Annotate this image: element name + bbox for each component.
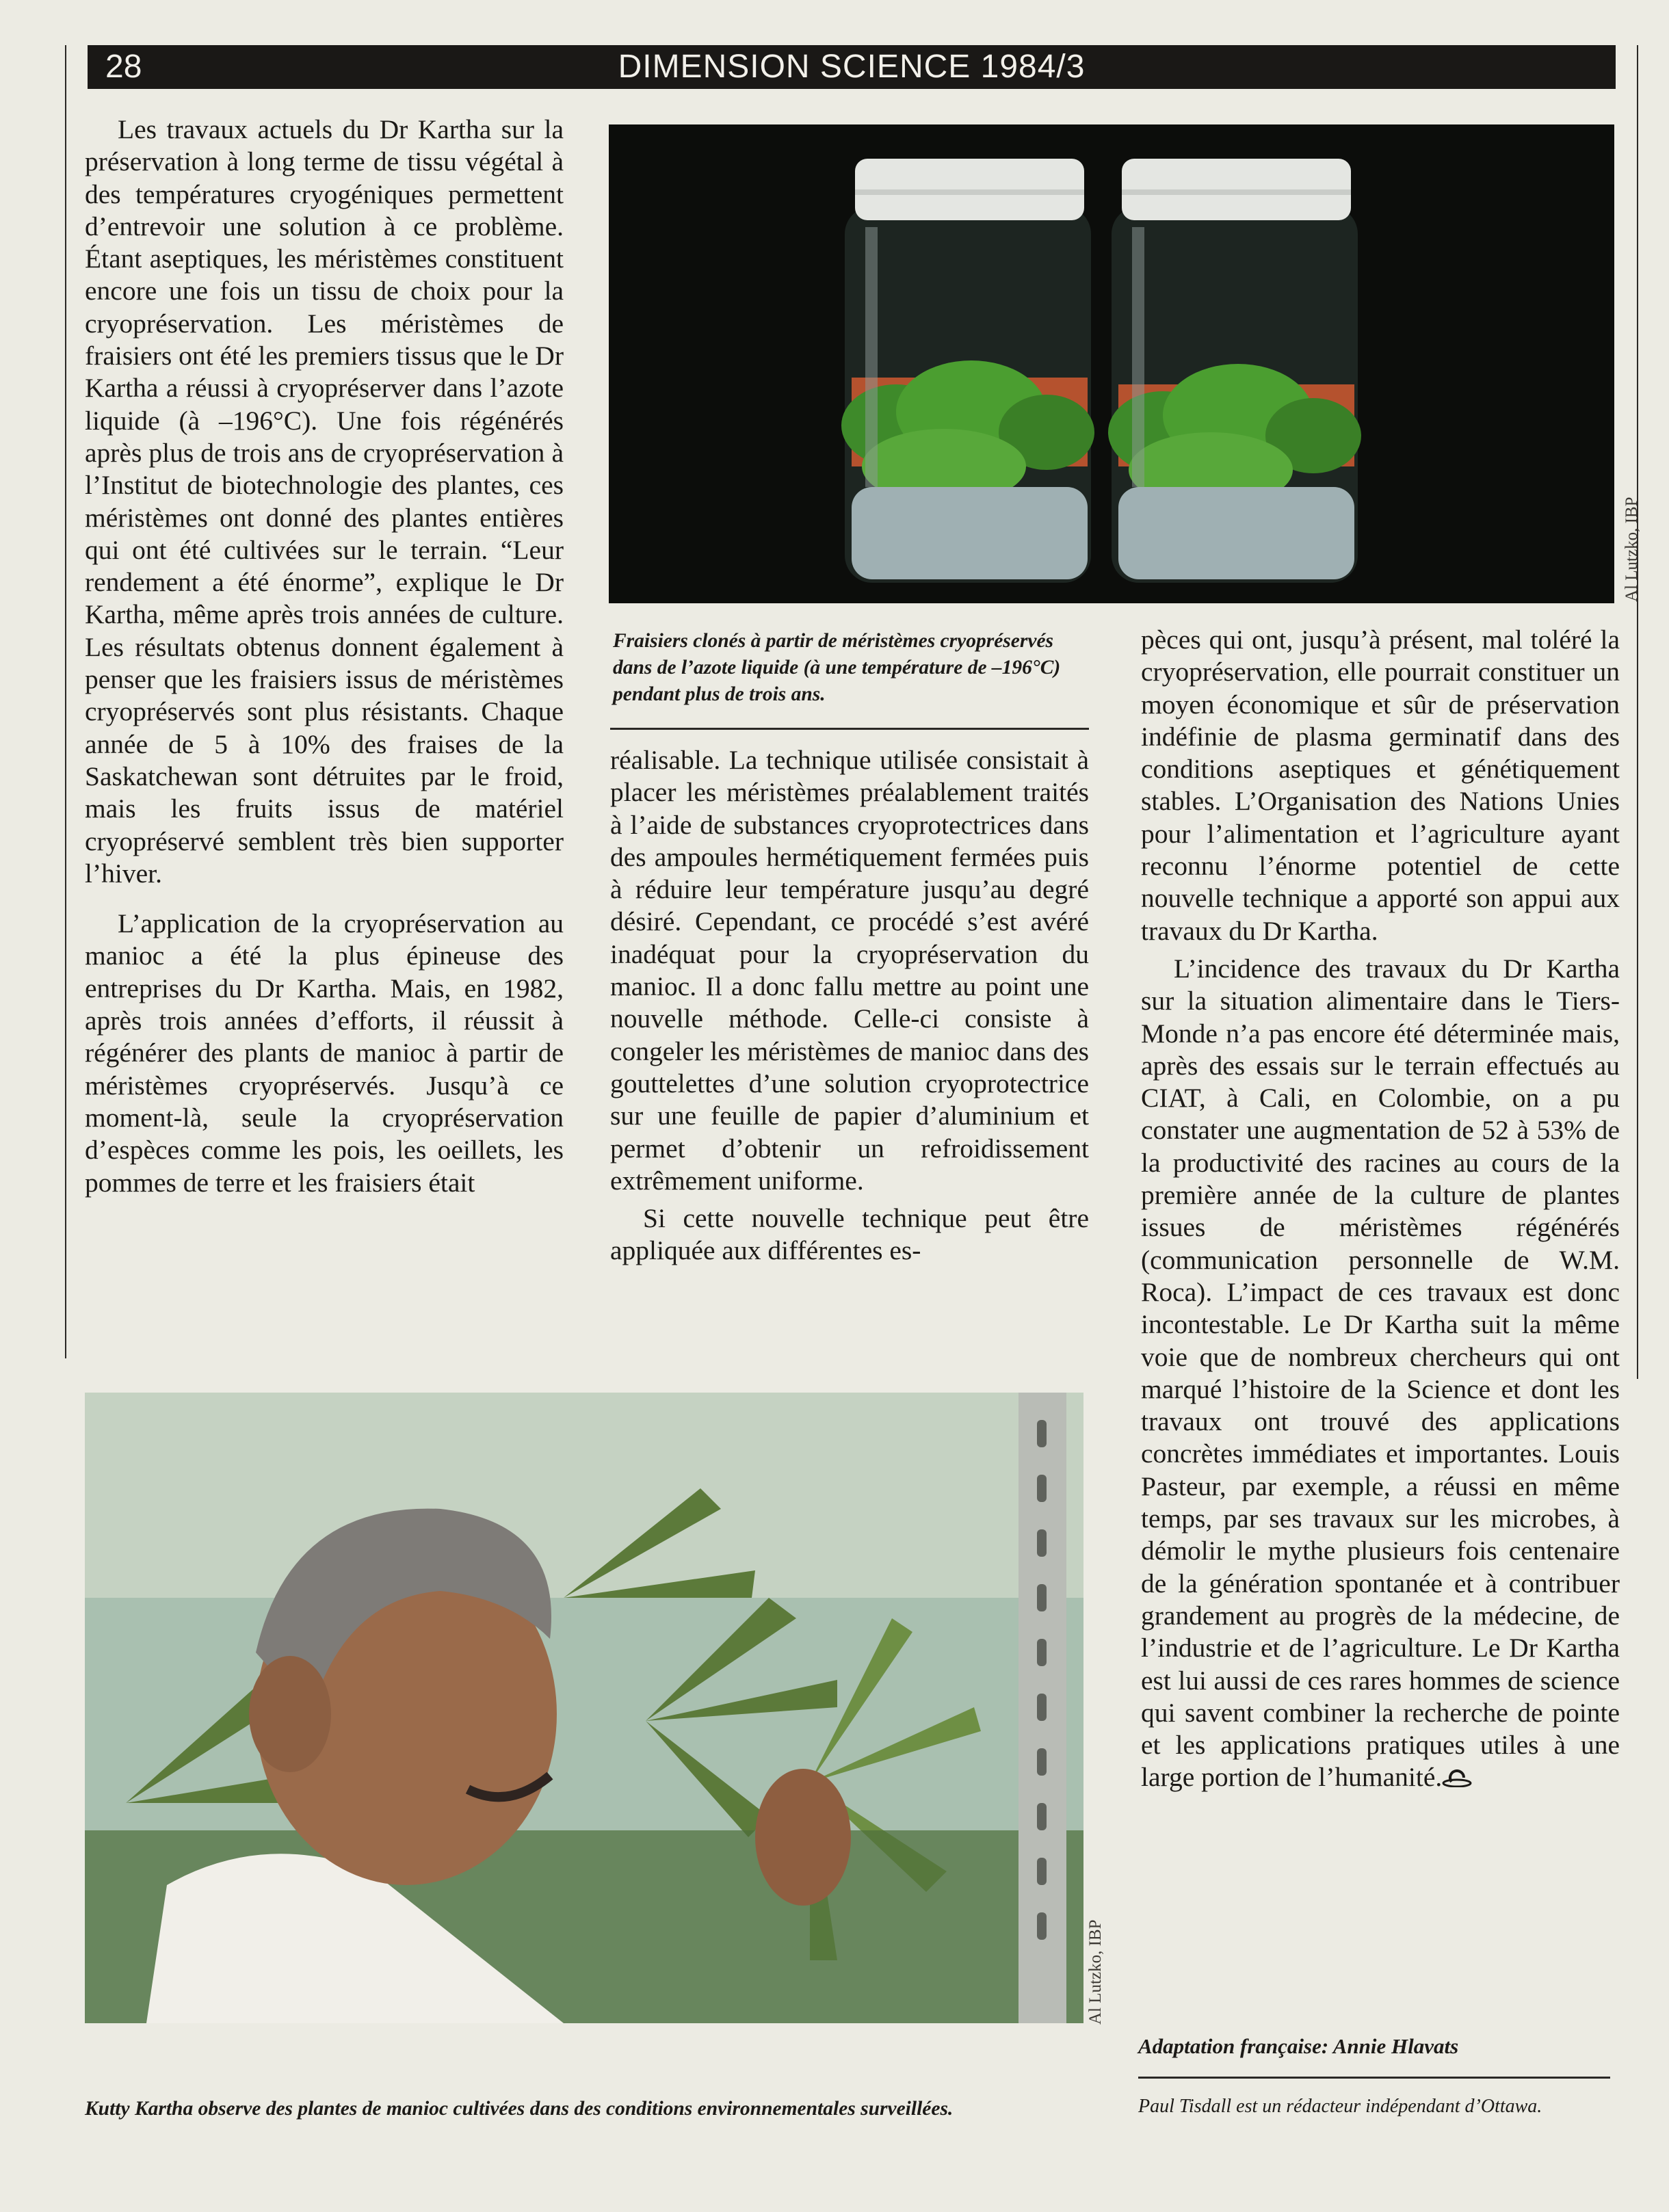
left-paragraph-2: L’application de la cryopréservation au manioc a été la plus épineuse des entreprises du Dr Kartha. Mais, en 1982, après trois années d’efforts, il réussit à régénérer des plants de manioc à partir de méristèmes cryopréservés. Jusqu’à ce moment-là, seule la cryopréservation d’espèces comme les pois, les oeillets, les pommes de terre et les fraisiers était <box>85 908 564 1198</box>
left-paragraph-1: Les travaux actuels du Dr Kartha sur la préservation à long terme de tissu végétal à des températures cryogéniques permettent d’entrevoir une solution à ce problème. Étant aseptiques, les méristèmes constituent encore une fois un tissu de choix pour la cryopréservation. Les méristèmes de fraisiers ont été les premiers tissus que le Dr Kartha a réussi à cryopréserver dans l’azote liquide (à –196°C). Une fois régénérés après plus de trois ans de cryopréservation à l’Institut de biotechnologie des plantes, ces méristèmes ont donné des plantes entières qui ont été cultivées sur le terrain. “Leur rendement a été énorme”, explique le Dr Kartha, même après trois années de culture. Les résultats obtenus donnent également à penser que les fraisiers issus de méristèmes cryopréservés sont plus résistants. Chaque année de 5 à 10% des fraises de la Saskatchewan sont détruites par le froid, mais les fruits issus de matériel cryopréservé semblent très bien supporter l’hiver. <box>85 114 564 888</box>
logo-end-mark-icon <box>1442 1769 1472 1787</box>
right-frame-rule <box>1637 45 1638 1379</box>
middle-paragraph-2: Si cette nouvelle technique peut être appliquée aux différentes es- <box>610 1203 1089 1266</box>
magazine-title: DIMENSION SCIENCE 1984/3 <box>618 49 1086 85</box>
kartha-cassava-illustration <box>85 1393 1083 2023</box>
column-right <box>1141 624 1620 1794</box>
photo-top-caption: Fraisiers clonés à partir de méristèmes cryopréservés dans de l’azote liquide (à une température de –196°C) pendant plus de trois ans. <box>613 630 1061 705</box>
left-frame-rule <box>65 45 66 1358</box>
right-paragraph-2 <box>1141 953 1620 1794</box>
strawberry-jars-illustration <box>609 124 1614 603</box>
author-divider <box>1138 2077 1610 2079</box>
photo-top-credit: Al Lutzko, IBP <box>1622 497 1641 602</box>
caption-divider <box>610 728 1089 730</box>
column-middle <box>610 744 1089 1267</box>
middle-paragraph-1: réalisable. La technique utilisée consistait à placer les méristèmes préalablement traités à l’aide de substances cryoprotectrices dans des ampoules hermétiquement fermées puis à réduire leur température jusqu’au degré désiré. Cependant, ce procédé s’est avéré inadéquat pour la cryopréservation du manioc. Il a donc fallu mettre au point une nouvelle méthode. Celle-ci consiste à congeler les méristèmes de manioc dans des gouttelettes d’une solution cryoprotectrice sur une feuille de papier d’aluminium et permet d’obtenir un refroidissement extrêmement uniforme. <box>610 745 1089 1196</box>
strawberry-jars-photo <box>609 124 1614 603</box>
page-header <box>88 45 1616 89</box>
author-note: Paul Tisdall est un rédacteur indépendant d’Ottawa. <box>1138 2096 1542 2117</box>
photo-bottom-caption: Kutty Kartha observe des plantes de manioc cultivées dans des conditions environnementales surveillées. <box>85 2098 954 2120</box>
right-paragraph-1: pèces qui ont, jusqu’à présent, mal toléré la cryopréservation, elle pourrait constituer un moyen économique et sûr de préservation indéfinie de plasma germinatif dans des conditions aseptiques et génétiquement stables. L’Organisation des Nations Unies pour l’alimentation et l’agriculture ayant reconnu l’énorme potentiel de cette nouvelle technique a apporté son appui aux travaux du Dr Kartha. <box>1141 624 1620 946</box>
adaptation-credit: Adaptation française: Annie Hlavats <box>1138 2034 1459 2058</box>
page-number: 28 <box>105 49 142 85</box>
photo-bottom-credit: Al Lutzko, IBP <box>1086 1919 1105 2025</box>
right-paragraph-2-text: L’incidence des travaux du Dr Kartha sur la situation alimentaire dans le Tiers-Monde n’a pas encore été déterminée mais, après des essais sur le terrain effectués au CIAT, à Cali, en Colombie, on a pu constater une augmentation de 52 à 53% de la productivité des racines au cours de la première année de la culture de plantes issues de méristèmes régénérés (communication personnelle de W.M. Roca). L’impact de ces travaux est donc incontestable. Le Dr Kartha suit la même voie que de nombreux chercheurs qui ont marqué l’histoire de la Science et dont les travaux ont trouvé des applications concrètes immédiates et importantes. Louis Pasteur, par exemple, a réussi en même temps, par ses travaux sur les microbes, à démolir le mythe plusieurs fois centenaire de la génération spontanée et à contribuer grandement au progrès de la médecine, de l’industrie et de l’agriculture. Le Dr Kartha est lui aussi de ces rares hommes de science qui savent combiner la recherche de pointe et les applications pratiques utiles à une large portion de l’humanité. <box>1141 953 1620 1793</box>
kartha-cassava-photo <box>85 1393 1083 2023</box>
column-left <box>85 114 564 1199</box>
